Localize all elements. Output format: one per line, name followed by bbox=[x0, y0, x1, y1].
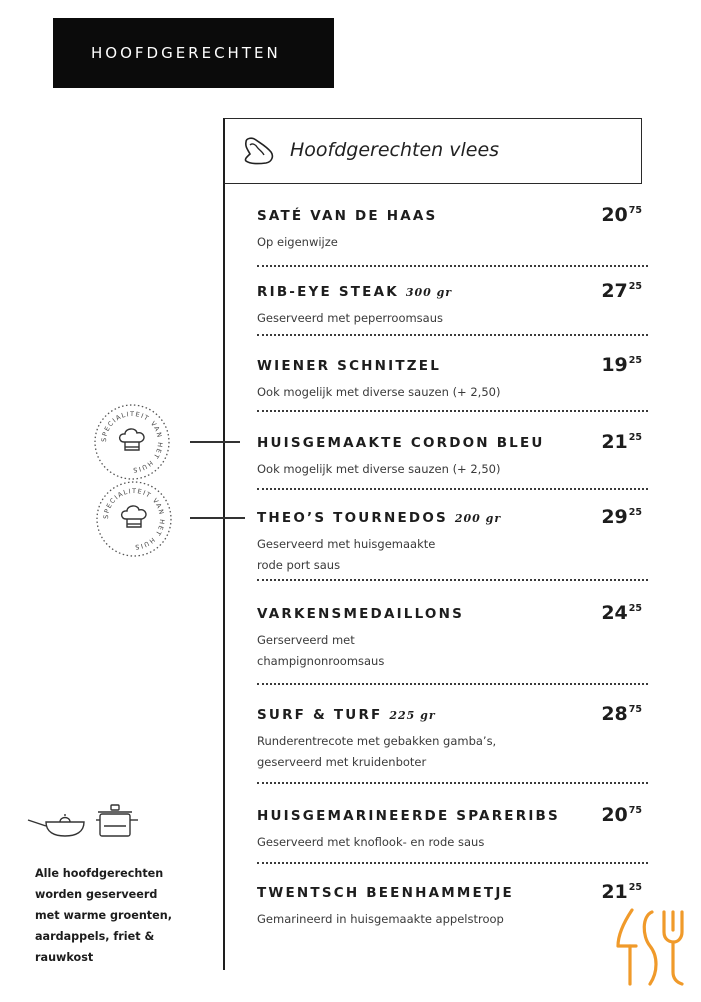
dotted-divider bbox=[257, 683, 648, 685]
house-specialty-stamp bbox=[94, 479, 174, 559]
item-name: HUISGEMARINEERDE SPARERIBS bbox=[257, 808, 560, 824]
note-line: rauwkost bbox=[35, 951, 94, 964]
item-price: $29^{25}$ bbox=[601, 506, 642, 528]
chef-hat-icon bbox=[120, 429, 144, 450]
dotted-divider bbox=[257, 782, 648, 784]
cookware-icon bbox=[26, 800, 142, 842]
item-name: WIENER SCHNITZEL bbox=[257, 358, 442, 374]
item-name: SURF & TURF 225 gr bbox=[257, 707, 436, 723]
dotted-divider bbox=[257, 265, 648, 267]
steak-icon bbox=[240, 134, 276, 170]
item-description: Gerserveerd met champignonroomsaus bbox=[257, 633, 385, 668]
cooking-pot-icon bbox=[96, 805, 138, 836]
item-name: THEO’S TOURNEDOS 200 gr bbox=[257, 510, 502, 526]
category-banner bbox=[53, 18, 334, 88]
item-description: Geserveerd met knoflook- en rode saus bbox=[257, 835, 485, 849]
note-line: aardappels, friet & bbox=[35, 930, 155, 943]
item-description: Ook mogelijk met diverse sauzen (+ 2,50) bbox=[257, 385, 501, 399]
chef-hat-icon bbox=[122, 506, 146, 527]
item-price: $24^{25}$ bbox=[601, 602, 642, 624]
item-name: SATÉ VAN DE HAAS bbox=[257, 208, 438, 224]
item-description: Op eigenwijze bbox=[257, 235, 338, 249]
note-line: worden geserveerd bbox=[35, 888, 158, 901]
dotted-divider bbox=[257, 488, 648, 490]
item-price: $28^{75}$ bbox=[601, 703, 642, 725]
item-description: Gemarineerd in huisgemaakte appelstroop bbox=[257, 912, 504, 926]
note-line: Alle hoofdgerechten bbox=[35, 867, 164, 880]
item-price: $19^{25}$ bbox=[601, 354, 642, 376]
item-price: $20^{75}$ bbox=[601, 204, 642, 226]
serving-note bbox=[35, 863, 205, 968]
dotted-divider bbox=[257, 334, 648, 336]
stamp-connector-line bbox=[190, 517, 245, 519]
dotted-divider bbox=[257, 410, 648, 412]
item-description: Ook mogelijk met diverse sauzen (+ 2,50) bbox=[257, 462, 501, 476]
stamp-connector-line bbox=[190, 441, 240, 443]
item-price: $21^{25}$ bbox=[601, 431, 642, 453]
item-name: TWENTSCH BEENHAMMETJE bbox=[257, 885, 514, 901]
item-name: RIB-EYE STEAK 300 gr bbox=[257, 284, 453, 300]
frying-pan-icon bbox=[28, 814, 84, 836]
item-description: Runderentrecote met gebakken gamba’s, geserveerd met kruidenboter bbox=[257, 734, 497, 769]
item-price: $20^{75}$ bbox=[601, 804, 642, 826]
item-price: $27^{25}$ bbox=[601, 280, 642, 302]
note-line: met warme groenten, bbox=[35, 909, 172, 922]
menu-vertical-rule bbox=[223, 120, 225, 970]
section-header bbox=[223, 118, 642, 184]
dotted-divider bbox=[257, 862, 648, 864]
dotted-divider bbox=[257, 579, 648, 581]
item-name: VARKENSMEDAILLONS bbox=[257, 606, 465, 622]
house-specialty-stamp bbox=[92, 402, 172, 482]
svg-text:SPECIALITEIT VAN HET HUIS: SPECIALITEIT VAN HET HUIS bbox=[99, 409, 165, 475]
item-name: HUISGEMAAKTE CORDON BLEU bbox=[257, 435, 545, 451]
item-description: Geserveerd met peperroomsaus bbox=[257, 311, 444, 325]
svg-text:SPECIALITEIT VAN HET HUIS: SPECIALITEIT VAN HET HUIS bbox=[101, 486, 167, 552]
item-price: $21^{25}$ bbox=[601, 881, 642, 903]
item-description: Geserveerd met huisgemaakte rode port saus bbox=[257, 537, 436, 572]
restaurant-logo bbox=[612, 906, 686, 990]
category-title: HOOFDGERECHTEN bbox=[91, 44, 281, 62]
section-title: Hoofdgerechten vlees bbox=[290, 139, 500, 161]
